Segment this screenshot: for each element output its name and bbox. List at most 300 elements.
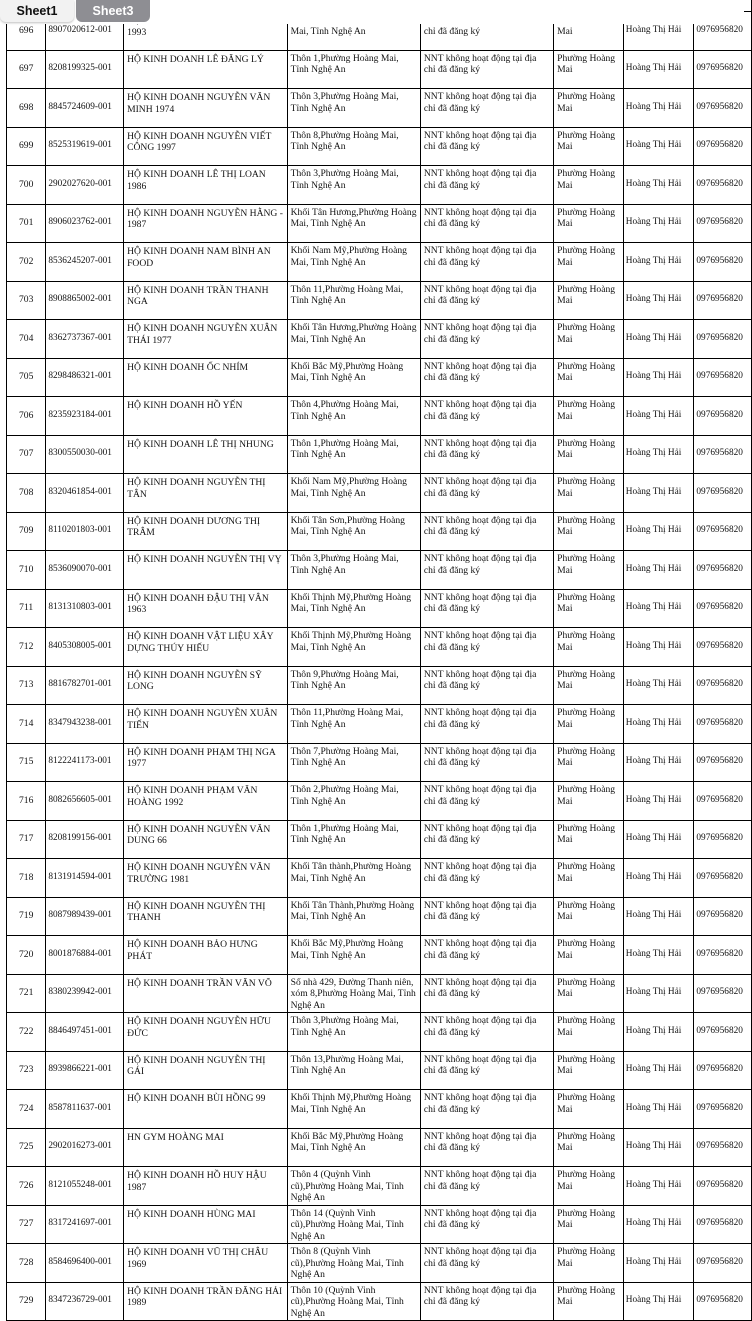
table-row xyxy=(7,358,752,397)
cell-ward[interactable]: Phường Hoàng Mai xyxy=(554,589,624,628)
cell-tax-code[interactable]: 8584696400-001 xyxy=(46,1244,124,1283)
cell-phone[interactable]: 0976956820 xyxy=(694,281,752,320)
cell-status[interactable]: NNT không hoạt động tại địa chỉ đã đăng ký xyxy=(420,859,553,898)
cell-stt[interactable]: 729 xyxy=(7,1282,46,1321)
cell-address[interactable]: Thôn 3,Phường Hoàng Mai, Tỉnh Nghệ An xyxy=(287,1013,420,1052)
table-row xyxy=(7,89,752,128)
cell-ward[interactable]: Phường Hoàng Mai xyxy=(554,897,624,936)
cell-officer[interactable]: Hoàng Thị Hải xyxy=(623,204,694,243)
cell-status[interactable]: NNT không hoạt động tại địa chỉ đã đăng ký xyxy=(420,743,553,782)
cell-officer[interactable]: Hoàng Thị Hải xyxy=(623,551,694,590)
cell-address[interactable]: Mai, Tỉnh Nghệ An xyxy=(287,12,420,51)
cell-officer[interactable]: Hoàng Thị Hải xyxy=(623,1090,694,1129)
cell-stt[interactable]: 699 xyxy=(7,127,46,166)
cell-name[interactable]: HỘ KINH DOANH LÊ THỊ LOAN 1986 xyxy=(124,166,288,205)
table-row xyxy=(7,127,752,166)
cell-phone[interactable]: 0976956820 xyxy=(694,166,752,205)
cell-officer[interactable]: Hoàng Thị Hải xyxy=(623,474,694,513)
table-row xyxy=(7,859,752,898)
cell-stt[interactable]: 708 xyxy=(7,474,46,513)
cell-stt[interactable]: 726 xyxy=(7,1167,46,1206)
table-row xyxy=(7,589,752,628)
cell-name[interactable]: HỘ KINH DOANH NGUYỄN VIẾT CÔNG 1997 xyxy=(124,127,288,166)
cell-tax-code[interactable]: 8845724609-001 xyxy=(46,89,124,128)
cell-tax-code[interactable]: 8907020612-001 xyxy=(46,12,124,51)
cell-phone[interactable]: 0976956820 xyxy=(694,12,752,51)
cell-address[interactable]: Khối Tân Hương,Phường Hoàng Mai, Tỉnh Nghệ An xyxy=(287,320,420,359)
cell-stt[interactable]: 709 xyxy=(7,512,46,551)
cell-name[interactable]: HỘ KINH DOANH NGUYỄN VĂN MINH 1974 xyxy=(124,89,288,128)
cell-phone[interactable]: 0976956820 xyxy=(694,435,752,474)
cell-phone[interactable]: 0976956820 xyxy=(694,628,752,667)
cell-name[interactable]: HỘ KINH DOANH NGUYỄN VĂN DUNG 66 xyxy=(124,820,288,859)
cell-officer[interactable]: Hoàng Thị Hải xyxy=(623,1013,694,1052)
cell-stt[interactable]: 718 xyxy=(7,859,46,898)
cell-phone[interactable]: 0976956820 xyxy=(694,936,752,975)
cell-status[interactable]: NNT không hoạt động tại địa chỉ đã đăng ký xyxy=(420,705,553,744)
cell-name[interactable]: HỘ KINH DOANH PHẠM THỊ NGA 1977 xyxy=(124,743,288,782)
cell-address[interactable]: Thôn 11,Phường Hoàng Mai, Tỉnh Nghệ An xyxy=(287,705,420,744)
cell-name[interactable]: HỘ KINH DOANH NGUYỄN HẰNG - 1987 xyxy=(124,204,288,243)
cell-officer[interactable]: Hoàng Thị Hải xyxy=(623,820,694,859)
cell-status[interactable]: NNT không hoạt động tại địa chỉ đã đăng ký xyxy=(420,1013,553,1052)
table-row xyxy=(7,243,752,282)
cell-address[interactable]: Khối Thịnh Mỹ,Phường Hoàng Mai, Tỉnh Nghệ An xyxy=(287,589,420,628)
cell-ward[interactable]: Phường Hoàng Mai xyxy=(554,397,624,436)
cell-stt[interactable]: 715 xyxy=(7,743,46,782)
cell-officer[interactable]: Hoàng Thị Hải xyxy=(623,281,694,320)
cell-officer[interactable]: Hoàng Thị Hải xyxy=(623,397,694,436)
cell-phone[interactable]: 0976956820 xyxy=(694,705,752,744)
table-row xyxy=(7,320,752,359)
cell-status[interactable]: NNT không hoạt động tại địa chỉ đã đăng ký xyxy=(420,1282,553,1321)
cell-officer[interactable]: Hoàng Thị Hải xyxy=(623,89,694,128)
cell-name[interactable]: HỘ KINH DOANH HỒ HUY HẬU 1987 xyxy=(124,1167,288,1206)
cell-name[interactable]: HỘ KINH DOANH NGUYỄN XUÂN THÁI 1977 xyxy=(124,320,288,359)
tab-sheet3[interactable]: Sheet3 xyxy=(76,0,150,22)
cell-address[interactable]: Khối Thịnh Mỹ,Phường Hoàng Mai, Tỉnh Nghệ An xyxy=(287,628,420,667)
table-row xyxy=(7,1205,752,1244)
cell-status[interactable]: NNT không hoạt động tại địa chỉ đã đăng ký xyxy=(420,397,553,436)
cell-phone[interactable]: 0976956820 xyxy=(694,666,752,705)
cell-stt[interactable]: 703 xyxy=(7,281,46,320)
cell-officer[interactable]: Hoàng Thị Hải xyxy=(623,50,694,89)
cell-status[interactable]: NNT không hoạt động tại địa chỉ đã đăng ký xyxy=(420,127,553,166)
cell-tax-code[interactable]: 8816782701-001 xyxy=(46,666,124,705)
table-row xyxy=(7,474,752,513)
cell-name[interactable]: HỘ KINH DOANH NGUYỄN THỊ TÂN xyxy=(124,474,288,513)
table-row xyxy=(7,1090,752,1129)
cell-name[interactable]: HN GYM HOÀNG MAI xyxy=(124,1128,288,1167)
cell-tax-code[interactable]: 8121055248-001 xyxy=(46,1167,124,1206)
cell-phone[interactable]: 0976956820 xyxy=(694,1205,752,1244)
cell-officer[interactable]: Hoàng Thị Hải xyxy=(623,358,694,397)
table-row xyxy=(7,666,752,705)
cell-address[interactable]: Khối Bắc Mỹ,Phường Hoàng Mai, Tỉnh Nghệ An xyxy=(287,936,420,975)
cell-name[interactable]: HỘ KINH DOANH NGUYỄN XUÂN TIẾN xyxy=(124,705,288,744)
cell-phone[interactable]: 0976956820 xyxy=(694,50,752,89)
cell-address[interactable]: Khối Nam Mỹ,Phường Hoàng Mai, Tỉnh Nghệ An xyxy=(287,243,420,282)
cell-stt[interactable]: 707 xyxy=(7,435,46,474)
cell-phone[interactable]: 0976956820 xyxy=(694,243,752,282)
cell-address[interactable]: Khối Bắc Mỹ,Phường Hoàng Mai, Tỉnh Nghệ An xyxy=(287,1128,420,1167)
cell-ward[interactable]: Phường Hoàng Mai xyxy=(554,204,624,243)
cell-ward[interactable]: Phường Hoàng Mai xyxy=(554,782,624,821)
cell-ward[interactable]: Phường Hoàng Mai xyxy=(554,705,624,744)
cell-phone[interactable]: 0976956820 xyxy=(694,782,752,821)
cell-stt[interactable]: 700 xyxy=(7,166,46,205)
cell-ward[interactable]: Phường Hoàng Mai xyxy=(554,936,624,975)
cell-name[interactable]: HỘ KINH DOANH HÙNG MAI xyxy=(124,1205,288,1244)
cell-ward[interactable]: Phường Hoàng Mai xyxy=(554,1205,624,1244)
cell-address[interactable]: Khối Tân thành,Phường Hoàng Mai, Tỉnh Nghệ An xyxy=(287,859,420,898)
cell-status[interactable]: NNT không hoạt động tại địa chỉ đã đăng ký xyxy=(420,936,553,975)
cell-address[interactable]: Thôn 13,Phường Hoàng Mai, Tỉnh Nghệ An xyxy=(287,1051,420,1090)
cell-officer[interactable]: Hoàng Thị Hải xyxy=(623,936,694,975)
table-row xyxy=(7,50,752,89)
cell-ward[interactable]: Phường Hoàng Mai xyxy=(554,551,624,590)
cell-name[interactable]: HỘ KINH DOANH DƯƠNG THỊ TRÂM xyxy=(124,512,288,551)
cell-name[interactable]: HỘ KINH DOANH NAM BÌNH AN FOOD xyxy=(124,243,288,282)
cell-stt[interactable]: 702 xyxy=(7,243,46,282)
cell-officer[interactable]: Hoàng Thị Hải xyxy=(623,1244,694,1283)
cell-name[interactable]: HỘ KINH DOANH ĐẬU THỊ VÂN 1963 xyxy=(124,589,288,628)
cell-officer[interactable]: Hoàng Thị Hải xyxy=(623,628,694,667)
cell-address[interactable]: Thôn 8 (Quỳnh Vinh cũ),Phường Hoàng Mai, Tỉnh Nghệ An xyxy=(287,1244,420,1283)
cell-phone[interactable]: 0976956820 xyxy=(694,897,752,936)
cell-tax-code[interactable]: 8087989439-001 xyxy=(46,897,124,936)
cell-status[interactable]: NNT không hoạt động tại địa chỉ đã đăng ký xyxy=(420,1090,553,1129)
cell-ward[interactable]: Phường Hoàng Mai xyxy=(554,512,624,551)
cell-status[interactable]: NNT không hoạt động tại địa chỉ đã đăng ký xyxy=(420,551,553,590)
cell-tax-code[interactable]: 8110201803-001 xyxy=(46,512,124,551)
cell-officer[interactable]: Hoàng Thị Hải xyxy=(623,1205,694,1244)
cell-status[interactable]: NNT không hoạt động tại địa chỉ đã đăng ký xyxy=(420,666,553,705)
cell-stt[interactable]: 722 xyxy=(7,1013,46,1052)
cell-tax-code[interactable]: 8525319619-001 xyxy=(46,127,124,166)
cell-address[interactable]: Thôn 1,Phường Hoàng Mai, Tỉnh Nghệ An xyxy=(287,50,420,89)
cell-address[interactable]: Khối Nam Mỹ,Phường Hoàng Mai, Tỉnh Nghệ An xyxy=(287,474,420,513)
cell-name[interactable]: HỘ KINH DOANH LÊ THỊ NHUNG xyxy=(124,435,288,474)
cell-tax-code[interactable]: 8536090070-001 xyxy=(46,551,124,590)
cell-address[interactable]: Thôn 14 (Quỳnh Vinh cũ),Phường Hoàng Mai, Tỉnh Nghệ An xyxy=(287,1205,420,1244)
cell-tax-code[interactable]: 8208199325-001 xyxy=(46,50,124,89)
cell-tax-code[interactable]: 8122241173-001 xyxy=(46,743,124,782)
cell-phone[interactable]: 0976956820 xyxy=(694,1282,752,1321)
cell-tax-code[interactable]: 8347236729-001 xyxy=(46,1282,124,1321)
cell-tax-code[interactable]: 8908865002-001 xyxy=(46,281,124,320)
cell-name[interactable]: HỘ KINH DOANH LÊ ĐĂNG LÝ xyxy=(124,50,288,89)
cell-stt[interactable]: 698 xyxy=(7,89,46,128)
cell-status[interactable]: NNT không hoạt động tại địa chỉ đã đăng ký xyxy=(420,897,553,936)
cell-tax-code[interactable]: 8536245207-001 xyxy=(46,243,124,282)
cell-address[interactable]: Thôn 3,Phường Hoàng Mai, Tỉnh Nghệ An xyxy=(287,89,420,128)
cell-status[interactable]: NNT không hoạt động tại địa chỉ đã đăng ký xyxy=(420,358,553,397)
cell-ward[interactable]: Mai xyxy=(554,12,624,51)
cell-status[interactable]: NNT không hoạt động tại địa chỉ đã đăng ký xyxy=(420,1167,553,1206)
cell-address[interactable]: Khối Thịnh Mỹ,Phường Hoàng Mai, Tỉnh Nghệ An xyxy=(287,1090,420,1129)
sheet-tab-bar xyxy=(0,0,744,24)
table-row xyxy=(7,166,752,205)
cell-officer[interactable]: Hoàng Thị Hải xyxy=(623,705,694,744)
cell-tax-code[interactable]: 8131310803-001 xyxy=(46,589,124,628)
cell-stt[interactable]: 696 xyxy=(7,12,46,51)
cell-ward[interactable]: Phường Hoàng Mai xyxy=(554,166,624,205)
cell-tax-code[interactable]: 8405308005-001 xyxy=(46,628,124,667)
cell-ward[interactable]: Phường Hoàng Mai xyxy=(554,859,624,898)
cell-tax-code[interactable]: 8208199156-001 xyxy=(46,820,124,859)
cell-phone[interactable]: 0976956820 xyxy=(694,204,752,243)
cell-stt[interactable]: 711 xyxy=(7,589,46,628)
cell-stt[interactable]: 721 xyxy=(7,974,46,1013)
cell-status[interactable]: NNT không hoạt động tại địa chỉ đã đăng ký xyxy=(420,820,553,859)
cell-officer[interactable]: Hoàng Thị Hải xyxy=(623,1128,694,1167)
cell-ward[interactable]: Phường Hoàng Mai xyxy=(554,1051,624,1090)
cell-name[interactable]: HỘ KINH DOANH ỐC NHÍM xyxy=(124,358,288,397)
cell-name[interactable]: HỘ KINH DOANH NGUYỄN SỸ LONG xyxy=(124,666,288,705)
cell-address[interactable]: Thôn 3,Phường Hoàng Mai, Tỉnh Nghệ An xyxy=(287,551,420,590)
cell-phone[interactable]: 0976956820 xyxy=(694,1051,752,1090)
cell-ward[interactable]: Phường Hoàng Mai xyxy=(554,1128,624,1167)
cell-ward[interactable]: Phường Hoàng Mai xyxy=(554,743,624,782)
cell-tax-code[interactable]: 8001876884-001 xyxy=(46,936,124,975)
cell-ward[interactable]: Phường Hoàng Mai xyxy=(554,474,624,513)
cell-address[interactable]: Thôn 8,Phường Hoàng Mai, Tỉnh Nghệ An xyxy=(287,127,420,166)
cell-phone[interactable]: 0976956820 xyxy=(694,474,752,513)
cell-address[interactable]: Thôn 11,Phường Hoàng Mai, Tỉnh Nghệ An xyxy=(287,281,420,320)
table-row xyxy=(7,1244,752,1283)
cell-officer[interactable]: Hoàng Thị Hải xyxy=(623,666,694,705)
cell-officer[interactable]: Hoàng Thị Hải xyxy=(623,12,694,51)
cell-status[interactable]: NNT không hoạt động tại địa chỉ đã đăng ký xyxy=(420,474,553,513)
cell-phone[interactable]: 0976956820 xyxy=(694,589,752,628)
cell-stt[interactable]: 706 xyxy=(7,397,46,436)
cell-name[interactable]: HỘ KINH DOANH NGUYỄN THỊ GÁI xyxy=(124,1051,288,1090)
cell-stt[interactable]: 728 xyxy=(7,1244,46,1283)
cell-officer[interactable]: Hoàng Thị Hải xyxy=(623,243,694,282)
cell-address[interactable]: Thôn 1,Phường Hoàng Mai, Tỉnh Nghệ An xyxy=(287,820,420,859)
cell-address[interactable]: Thôn 9,Phường Hoàng Mai, Tỉnh Nghệ An xyxy=(287,666,420,705)
cell-status[interactable]: NNT không hoạt động tại địa chỉ đã đăng ký xyxy=(420,166,553,205)
cell-ward[interactable]: Phường Hoàng Mai xyxy=(554,1090,624,1129)
table-row xyxy=(7,628,752,667)
cell-status[interactable]: NNT không hoạt động tại địa chỉ đã đăng ký xyxy=(420,974,553,1013)
cell-ward[interactable]: Phường Hoàng Mai xyxy=(554,281,624,320)
cell-phone[interactable]: 0976956820 xyxy=(694,397,752,436)
cell-name[interactable]: HỘ KINH DOANH HỒ YẾN xyxy=(124,397,288,436)
table-row xyxy=(7,743,752,782)
cell-phone[interactable]: 0976956820 xyxy=(694,551,752,590)
cell-address[interactable]: Thôn 4 (Quỳnh Vinh cũ),Phường Hoàng Mai, Tỉnh Nghệ An xyxy=(287,1167,420,1206)
cell-address[interactable]: Thôn 2,Phường Hoàng Mai, Tỉnh Nghệ An xyxy=(287,782,420,821)
cell-name[interactable]: HỘ KINH DOANH TRẦN VĂN VÕ xyxy=(124,974,288,1013)
cell-stt[interactable]: 724 xyxy=(7,1090,46,1129)
cell-ward[interactable]: Phường Hoàng Mai xyxy=(554,1167,624,1206)
tab-sheet1[interactable]: Sheet1 xyxy=(0,0,74,22)
cell-officer[interactable]: Hoàng Thị Hải xyxy=(623,897,694,936)
cell-phone[interactable]: 0976956820 xyxy=(694,358,752,397)
cell-address[interactable]: Thôn 1,Phường Hoàng Mai, Tỉnh Nghệ An xyxy=(287,435,420,474)
cell-address[interactable]: Khối Tân Hương,Phường Hoàng Mai, Tỉnh Nghệ An xyxy=(287,204,420,243)
cell-tax-code[interactable]: 8380239942-001 xyxy=(46,974,124,1013)
cell-tax-code[interactable]: 8235923184-001 xyxy=(46,397,124,436)
cell-status[interactable]: NNT không hoạt động tại địa chỉ đã đăng ký xyxy=(420,243,553,282)
cell-status[interactable]: NNT không hoạt động tại địa chỉ đã đăng ký xyxy=(420,281,553,320)
cell-stt[interactable]: 716 xyxy=(7,782,46,821)
cell-name[interactable]: HỘ KINH DOANH NGUYỄN THỊ VỴ xyxy=(124,551,288,590)
cell-phone[interactable]: 0976956820 xyxy=(694,1090,752,1129)
cell-name[interactable]: 1993 xyxy=(124,12,288,51)
cell-phone[interactable]: 0976956820 xyxy=(694,859,752,898)
cell-phone[interactable]: 0976956820 xyxy=(694,1013,752,1052)
cell-status[interactable]: NNT không hoạt động tại địa chỉ đã đăng ký xyxy=(420,512,553,551)
cell-name[interactable]: HỘ KINH DOANH NGUYỄN THỊ THANH xyxy=(124,897,288,936)
cell-ward[interactable]: Phường Hoàng Mai xyxy=(554,127,624,166)
cell-phone[interactable]: 0976956820 xyxy=(694,974,752,1013)
cell-stt[interactable]: 720 xyxy=(7,936,46,975)
cell-status[interactable]: NNT không hoạt động tại địa chỉ đã đăng ký xyxy=(420,1128,553,1167)
cell-tax-code[interactable]: 8362737367-001 xyxy=(46,320,124,359)
cell-status[interactable]: NNT không hoạt động tại địa chỉ đã đăng ký xyxy=(420,89,553,128)
cell-ward[interactable]: Phường Hoàng Mai xyxy=(554,358,624,397)
cell-status[interactable]: NNT không hoạt động tại địa chỉ đã đăng ký xyxy=(420,435,553,474)
cell-tax-code[interactable]: 8300550030-001 xyxy=(46,435,124,474)
cell-address[interactable]: Thôn 7,Phường Hoàng Mai, Tỉnh Nghệ An xyxy=(287,743,420,782)
cell-stt[interactable]: 719 xyxy=(7,897,46,936)
cell-status[interactable]: NNT không hoạt động tại địa chỉ đã đăng ký xyxy=(420,1051,553,1090)
cell-name[interactable]: HỘ KINH DOANH BẢO HƯNG PHÁT xyxy=(124,936,288,975)
cell-tax-code[interactable]: 8320461854-001 xyxy=(46,474,124,513)
cell-ward[interactable]: Phường Hoàng Mai xyxy=(554,974,624,1013)
table-row xyxy=(7,820,752,859)
cell-tax-code[interactable]: 8131914594-001 xyxy=(46,859,124,898)
table-row xyxy=(7,897,752,936)
cell-phone[interactable]: 0976956820 xyxy=(694,1128,752,1167)
cell-tax-code[interactable]: 8317241697-001 xyxy=(46,1205,124,1244)
cell-name[interactable]: HỘ KINH DOANH TRẦN ĐĂNG HẢI 1989 xyxy=(124,1282,288,1321)
cell-stt[interactable]: 713 xyxy=(7,666,46,705)
cell-status[interactable]: chỉ đã đăng ký xyxy=(420,12,553,51)
cell-status[interactable]: NNT không hoạt động tại địa chỉ đã đăng ký xyxy=(420,628,553,667)
cell-tax-code[interactable]: 8298486321-001 xyxy=(46,358,124,397)
table-row xyxy=(7,1167,752,1206)
cell-officer[interactable]: Hoàng Thị Hải xyxy=(623,743,694,782)
cell-tax-code[interactable]: 8082656605-001 xyxy=(46,782,124,821)
cell-phone[interactable]: 0976956820 xyxy=(694,89,752,128)
cell-tax-code[interactable]: 8846497451-001 xyxy=(46,1013,124,1052)
cell-officer[interactable]: Hoàng Thị Hải xyxy=(623,974,694,1013)
table-row xyxy=(7,1013,752,1052)
cell-tax-code[interactable]: 8587811637-001 xyxy=(46,1090,124,1129)
cell-name[interactable]: HỘ KINH DOANH PHẠM VĂN HOÀNG 1992 xyxy=(124,782,288,821)
cell-stt[interactable]: 727 xyxy=(7,1205,46,1244)
cell-officer[interactable]: Hoàng Thị Hải xyxy=(623,859,694,898)
cell-name[interactable]: HỘ KINH DOANH NGUYỄN HỮU ĐỨC xyxy=(124,1013,288,1052)
cell-phone[interactable]: 0976956820 xyxy=(694,512,752,551)
cell-tax-code[interactable]: 2902016273-001 xyxy=(46,1128,124,1167)
cell-officer[interactable]: Hoàng Thị Hải xyxy=(623,1167,694,1206)
cell-officer[interactable]: Hoàng Thị Hải xyxy=(623,320,694,359)
cell-ward[interactable]: Phường Hoàng Mai xyxy=(554,50,624,89)
cell-phone[interactable]: 0976956820 xyxy=(694,820,752,859)
cell-stt[interactable]: 712 xyxy=(7,628,46,667)
cell-address[interactable]: Khối Tân Sơn,Phường Hoàng Mai, Tỉnh Nghệ An xyxy=(287,512,420,551)
table-row xyxy=(7,1128,752,1167)
cell-name[interactable]: HỘ KINH DOANH NGUYỄN VĂN TRƯỜNG 1981 xyxy=(124,859,288,898)
cell-status[interactable]: NNT không hoạt động tại địa chỉ đã đăng ký xyxy=(420,1244,553,1283)
cell-ward[interactable]: Phường Hoàng Mai xyxy=(554,320,624,359)
cell-phone[interactable]: 0976956820 xyxy=(694,320,752,359)
cell-stt[interactable]: 705 xyxy=(7,358,46,397)
cell-officer[interactable]: Hoàng Thị Hải xyxy=(623,782,694,821)
cell-ward[interactable]: Phường Hoàng Mai xyxy=(554,666,624,705)
taxpayer-table xyxy=(6,0,752,1321)
cell-address[interactable]: Thôn 10 (Quỳnh Vinh cũ),Phường Hoàng Mai, Tỉnh Nghệ An xyxy=(287,1282,420,1321)
cell-phone[interactable]: 0976956820 xyxy=(694,1244,752,1283)
cell-status[interactable]: NNT không hoạt động tại địa chỉ đã đăng ký xyxy=(420,589,553,628)
cell-name[interactable]: HỘ KINH DOANH BÙI HỒNG 99 xyxy=(124,1090,288,1129)
cell-stt[interactable]: 697 xyxy=(7,50,46,89)
cell-ward[interactable]: Phường Hoàng Mai xyxy=(554,243,624,282)
cell-address[interactable]: Khối Bắc Mỹ,Phường Hoàng Mai, Tỉnh Nghệ An xyxy=(287,358,420,397)
cell-name[interactable]: HỘ KINH DOANH VŨ THỊ CHÂU 1969 xyxy=(124,1244,288,1283)
cell-ward[interactable]: Phường Hoàng Mai xyxy=(554,1244,624,1283)
cell-officer[interactable]: Hoàng Thị Hải xyxy=(623,512,694,551)
cell-phone[interactable]: 0976956820 xyxy=(694,127,752,166)
cell-address[interactable]: Số nhà 429, Đường Thanh niên, xóm 8,Phường Hoàng Mai, Tỉnh Nghệ An xyxy=(287,974,420,1013)
cell-stt[interactable]: 701 xyxy=(7,204,46,243)
cell-status[interactable]: NNT không hoạt động tại địa chỉ đã đăng ký xyxy=(420,50,553,89)
cell-name[interactable]: HỘ KINH DOANH VẬT LIỆU XÂY DỰNG THÚY HIẾU xyxy=(124,628,288,667)
cell-officer[interactable]: Hoàng Thị Hải xyxy=(623,127,694,166)
cell-address[interactable]: Thôn 4,Phường Hoàng Mai, Tỉnh Nghệ An xyxy=(287,397,420,436)
cell-ward[interactable]: Phường Hoàng Mai xyxy=(554,820,624,859)
cell-tax-code[interactable]: 2902027620-001 xyxy=(46,166,124,205)
cell-ward[interactable]: Phường Hoàng Mai xyxy=(554,1282,624,1321)
cell-officer[interactable]: Hoàng Thị Hải xyxy=(623,166,694,205)
table-row xyxy=(7,936,752,975)
cell-ward[interactable]: Phường Hoàng Mai xyxy=(554,435,624,474)
cell-status[interactable]: NNT không hoạt động tại địa chỉ đã đăng ký xyxy=(420,782,553,821)
cell-phone[interactable]: 0976956820 xyxy=(694,1167,752,1206)
cell-ward[interactable]: Phường Hoàng Mai xyxy=(554,89,624,128)
cell-tax-code[interactable]: 8906023762-001 xyxy=(46,204,124,243)
cell-stt[interactable]: 723 xyxy=(7,1051,46,1090)
table-row xyxy=(7,204,752,243)
cell-officer[interactable]: Hoàng Thị Hải xyxy=(623,435,694,474)
cell-phone[interactable]: 0976956820 xyxy=(694,743,752,782)
cell-stt[interactable]: 725 xyxy=(7,1128,46,1167)
cell-name[interactable]: HỘ KINH DOANH TRẦN THANH NGA xyxy=(124,281,288,320)
cell-address[interactable]: Thôn 3,Phường Hoàng Mai, Tỉnh Nghệ An xyxy=(287,166,420,205)
cell-stt[interactable]: 710 xyxy=(7,551,46,590)
cell-ward[interactable]: Phường Hoàng Mai xyxy=(554,628,624,667)
cell-stt[interactable]: 714 xyxy=(7,705,46,744)
cell-tax-code[interactable]: 8939866221-001 xyxy=(46,1051,124,1090)
cell-address[interactable]: Khối Tân Thành,Phường Hoàng Mai, Tỉnh Nghệ An xyxy=(287,897,420,936)
table-row xyxy=(7,782,752,821)
cell-tax-code[interactable]: 8347943238-001 xyxy=(46,705,124,744)
cell-officer[interactable]: Hoàng Thị Hải xyxy=(623,1051,694,1090)
cell-stt[interactable]: 704 xyxy=(7,320,46,359)
cell-officer[interactable]: Hoàng Thị Hải xyxy=(623,589,694,628)
cell-stt[interactable]: 717 xyxy=(7,820,46,859)
cell-status[interactable]: NNT không hoạt động tại địa chỉ đã đăng ký xyxy=(420,204,553,243)
cell-officer[interactable]: Hoàng Thị Hải xyxy=(623,1282,694,1321)
cell-status[interactable]: NNT không hoạt động tại địa chỉ đã đăng ký xyxy=(420,1205,553,1244)
cell-ward[interactable]: Phường Hoàng Mai xyxy=(554,1013,624,1052)
cell-status[interactable]: NNT không hoạt động tại địa chỉ đã đăng ký xyxy=(420,320,553,359)
